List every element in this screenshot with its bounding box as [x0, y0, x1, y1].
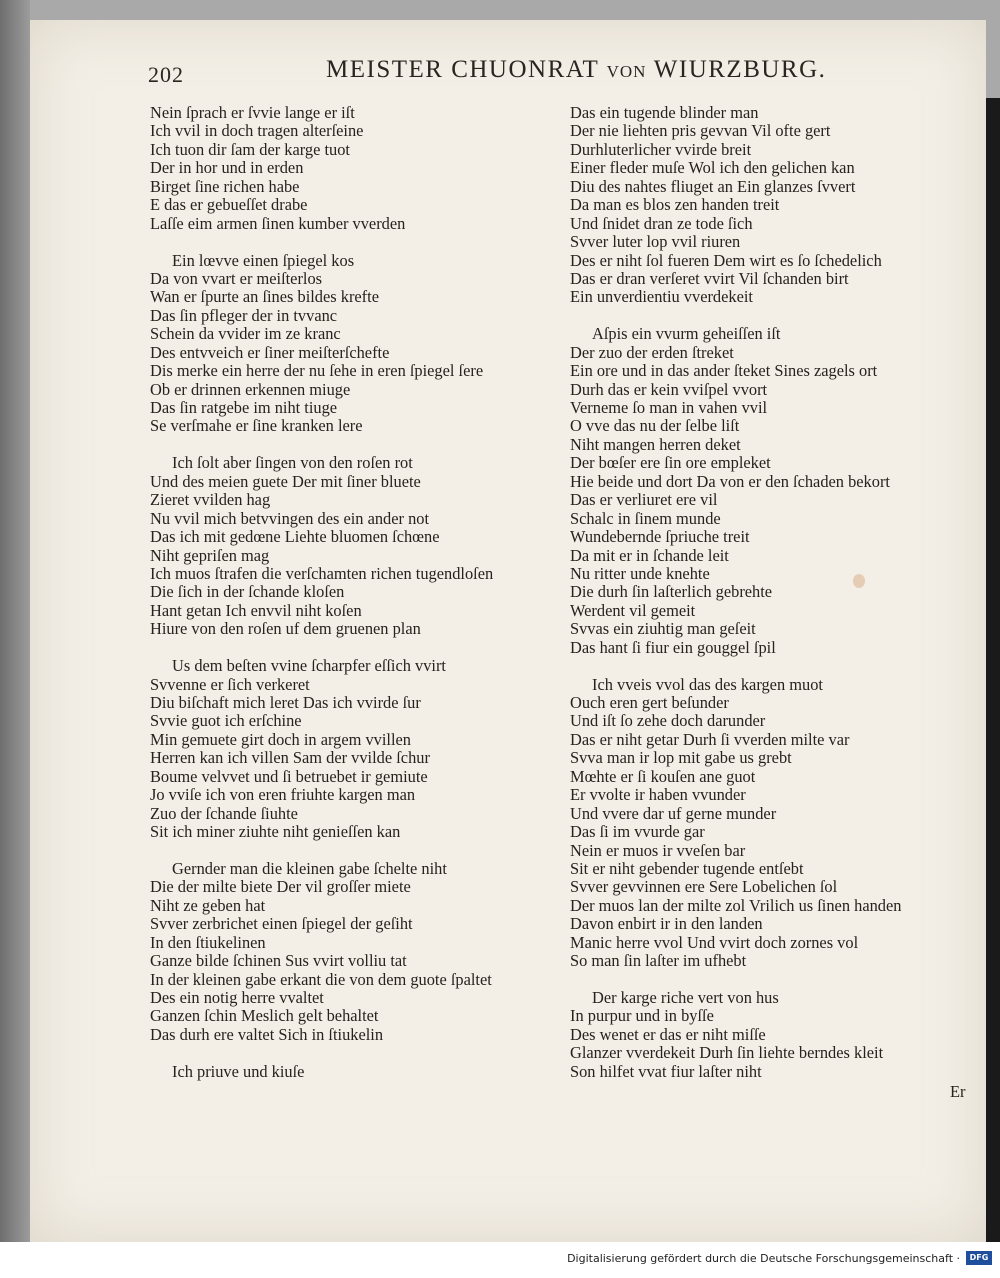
- stanza: [570, 104, 985, 307]
- stanza: [570, 676, 985, 971]
- title-part-1: MEISTER CHUONRAT: [326, 56, 599, 83]
- verse-line: Svvie guot ich erſchine: [150, 711, 302, 731]
- verse-line: Einer fleder muſe Wol ich den gelichen kan: [570, 158, 855, 178]
- verse-line: Der nie liehten pris gevvan Vil ofte gert: [570, 121, 831, 141]
- verse-line: Des er niht ſol fueren Dem wirt es ſo ſchedelich: [570, 250, 882, 270]
- stanza: [150, 252, 565, 436]
- verse-line: Wundebernde ſpriuche treit: [570, 527, 750, 547]
- verse-line: Us dem beſten vvine ſcharpfer eſſich vvirt: [172, 656, 446, 676]
- verse-line: Das ich mit gedœne Liehte bluomen ſchœne: [150, 527, 440, 547]
- stanza: [150, 104, 565, 233]
- verse-line: Svver zerbrichet einen ſpiegel der geſiht: [150, 914, 413, 934]
- page-title: [326, 56, 826, 84]
- verse-line: Dis merke ein herre der nu ſehe in eren ſpiegel ſere: [150, 361, 484, 381]
- verse-line: Diu des nahtes fliuget an Ein glanzes ſvvert: [570, 176, 856, 196]
- verse-line: Nein er muos ir vveſen bar: [570, 840, 746, 860]
- verse-line: Wan er ſpurte an ſines bildes krefte: [150, 287, 379, 307]
- verse-line: Ich muos ſtrafen die verſchamten richen tugendloſen: [150, 563, 494, 583]
- verse-line: Zuo der ſchande ſiuhte: [150, 803, 298, 823]
- verse-line: In purpur und in byſſe: [570, 1006, 714, 1026]
- stanza: [570, 989, 985, 1081]
- verse-line: Der zuo der erden ſtreket: [570, 342, 734, 362]
- verse-line: Und des meien guete Der mit ſiner bluete: [150, 471, 421, 491]
- verse-line: Da man es blos zen handen treit: [570, 195, 780, 215]
- verse-line: Der in hor und in erden: [150, 158, 304, 178]
- verse-line: Se verſmahe er ſine kranken lere: [150, 416, 363, 436]
- verse-line: Da von vvart er meiſterlos: [150, 268, 323, 288]
- title-small: VON: [606, 62, 647, 81]
- verse-line: In den ſtiukelinen: [150, 932, 266, 952]
- verse-line: Die ſich in der ſchande kloſen: [150, 582, 345, 602]
- title-part-2: WIURZBURG.: [653, 56, 827, 83]
- verse-line: Nu vvil mich betvvingen des ein ander not: [150, 508, 430, 528]
- verse-line: Ganzen ſchin Meslich gelt behaltet: [150, 1006, 379, 1026]
- verse-line: Diu biſchaft mich leret Das ich vvirde ſur: [150, 693, 421, 712]
- verse-line: So man ſin laſter im ufhebt: [570, 951, 747, 971]
- verse-line: Niht ze geben hat: [150, 895, 266, 915]
- verse-line: Mœhte er ſi kouſen ane guot: [570, 766, 756, 786]
- verse-line: Davon enbirt ir in den landen: [570, 914, 763, 934]
- verse-line: Schein da vvider im ze kranc: [150, 324, 341, 344]
- verse-line: Und iſt ſo zehe doch darunder: [570, 711, 766, 731]
- verse-line: Hiure von den roſen uf dem gruenen plan: [150, 619, 421, 639]
- verse-line: In der kleinen gabe erkant die von dem guote ſpaltet: [150, 969, 492, 989]
- dfg-logo: DFG: [966, 1251, 992, 1265]
- verse-line: Svvas ein ziuhtig man geſeit: [570, 619, 756, 639]
- footer-bar: [0, 1242, 1000, 1278]
- verse-line: Das durh ere valtet Sich in ſtiukelin: [150, 1024, 384, 1044]
- verse-line: Ein lœvve einen ſpiegel kos: [172, 250, 355, 270]
- verse-line: Nein ſprach er ſvvie lange er iſt: [150, 103, 355, 122]
- book-edge-left: [0, 0, 30, 1278]
- verse-line: Nu ritter unde knehte: [570, 563, 710, 583]
- verse-line: Das ſin ratgebe im niht tiuge: [150, 398, 338, 417]
- verse-line: Das hant ſi fiur ein gouggel ſpil: [570, 637, 776, 657]
- right-column: [570, 104, 985, 1100]
- verse-line: Ein ore und in das ander ſteket Sines zagels ort: [570, 361, 878, 381]
- verse-line: Hant getan Ich envvil niht koſen: [150, 600, 362, 620]
- verse-line: O vve das nu der ſelbe liſt: [570, 416, 740, 436]
- verse-line: Das ein tugende blinder man: [570, 103, 759, 122]
- verse-line: Durh das er kein vviſpel vvort: [570, 379, 768, 399]
- verse-line: Das ſin pfleger der in tvvanc: [150, 305, 338, 325]
- verse-line: Ich vvil in doch tragen alterſeine: [150, 121, 364, 141]
- stanza: [570, 325, 985, 657]
- verse-line: Das er verliuret ere vil: [570, 490, 718, 510]
- verse-line: Ob er drinnen erkennen miuge: [150, 379, 351, 399]
- verse-line: Das er dran verſeret vvirt Vil ſchanden birt: [570, 268, 849, 288]
- verse-line: Manic herre vvol Und vvirt doch zornes vol: [570, 932, 859, 952]
- verse-line: Das ſi im vvurde gar: [570, 822, 705, 842]
- verse-line: Ich ſolt aber ſingen von den roſen rot: [172, 453, 413, 473]
- verse-line: Ich priuve und kiuſe: [172, 1061, 305, 1081]
- catchword: Er: [950, 1082, 966, 1101]
- verse-line: Die der milte biete Der vil groſſer miete: [150, 877, 411, 897]
- verse-line: Zieret vvilden hag: [150, 490, 271, 510]
- verse-line: Sit er niht gebender tugende entſebt: [570, 858, 804, 878]
- verse-line: Svva man ir lop mit gabe us grebt: [570, 748, 792, 768]
- verse-line: Des entvveich er ſiner meiſterſchefte: [150, 342, 390, 362]
- verse-line: Svvenne er ſich verkeret: [150, 674, 310, 694]
- book-edge-right: [986, 98, 1000, 1242]
- verse-line: Der muos lan der milte zol Vrilich us ſinen handen: [570, 895, 902, 915]
- verse-line: Ich vveis vvol das des kargen muot: [592, 674, 823, 694]
- verse-line: Der karge riche vert von hus: [592, 988, 779, 1007]
- verse-line: Min gemuete girt doch in argem vvillen: [150, 729, 411, 749]
- verse-line: Boume velvvet und ſi betruebet ir gemiute: [150, 766, 428, 786]
- verse-line: Ganze bilde ſchinen Sus vvirt volliu tat: [150, 951, 407, 971]
- verse-line: Svver gevvinnen ere Sere Lobelichen ſol: [570, 877, 838, 897]
- verse-line: Die durh ſin laſterlich gebrehte: [570, 582, 773, 602]
- verse-line: Ein unverdientiu vverdekeit: [570, 287, 753, 307]
- verse-line: Hie beide und dort Da von er den ſchaden bekort: [570, 471, 890, 491]
- page-number: 202: [148, 62, 184, 87]
- verse-line: Des wenet er das er niht miſſe: [570, 1024, 766, 1044]
- verse-line: Aſpis ein vvurm geheiſſen iſt: [592, 324, 781, 344]
- verse-line: Ich tuon dir ſam der karge tuot: [150, 139, 350, 159]
- verse-line: Niht gepriſen mag: [150, 545, 270, 565]
- verse-line: Da mit er in ſchande leit: [570, 545, 729, 565]
- verse-line: Verneme ſo man in vahen vvil: [570, 398, 768, 417]
- stanza: [150, 860, 565, 1044]
- verse-line: Jo vviſe ich von eren friuhte kargen man: [150, 785, 416, 805]
- verse-line: Und ſnidet dran ze tode ſich: [570, 213, 753, 233]
- left-column: [150, 104, 565, 1100]
- verse-line: Laſſe eim armen ſinen kumber vverden: [150, 213, 406, 233]
- verse-line: Das er niht getar Durh ſi vverden milte var: [570, 729, 850, 749]
- stanza: [150, 1063, 565, 1081]
- stanza: [150, 657, 565, 841]
- stanza: [150, 454, 565, 638]
- verse-line: Herren kan ich villen Sam der vvilde ſchur: [150, 748, 430, 768]
- verse-line: Ouch eren gert beſunder: [570, 693, 729, 712]
- verse-line: Er vvolte ir haben vvunder: [570, 785, 746, 805]
- verse-line: Sit ich miner ziuhte niht genieſſen kan: [150, 822, 401, 842]
- running-head: [148, 56, 827, 92]
- verse-line: Gernder man die kleinen gabe ſchelte niht: [172, 858, 447, 878]
- verse-line: Und vvere dar uf gerne munder: [570, 803, 777, 823]
- verse-line: Glanzer vverdekeit Durh ſin liehte berndes kleit: [570, 1043, 884, 1063]
- verse-line: Der bœſer ere ſin ore empleket: [570, 453, 771, 473]
- verse-line: Schalc in ſinem munde: [570, 508, 721, 528]
- verse-line: Son hilfet vvat fiur laſter niht: [570, 1061, 762, 1081]
- verse-line: E das er gebueſſet drabe: [150, 195, 308, 215]
- verse-line: Niht mangen herren deket: [570, 434, 741, 454]
- footer-credit: Digitalisierung gefördert durch die Deutsche Forschungsgemeinschaft ·: [567, 1252, 960, 1265]
- verse-line: Durhluterlicher vvirde breit: [570, 139, 752, 159]
- verse-line: Des ein notig herre vvaltet: [150, 988, 324, 1007]
- verse-line: Werdent vil gemeit: [570, 600, 696, 620]
- verse-line: Svver luter lop vvil riuren: [570, 232, 741, 252]
- verse-line: Birget ſine richen habe: [150, 176, 300, 196]
